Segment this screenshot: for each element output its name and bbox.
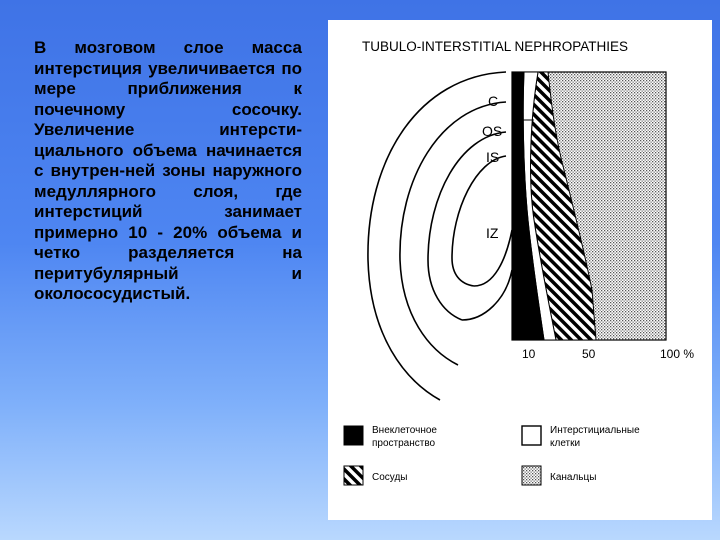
axis-tick-100: 100 % (660, 347, 695, 361)
composition-chart (512, 72, 666, 340)
legend-swatch-extracellular (344, 426, 363, 445)
figure-title: TUBULO-INTERSTITIAL NEPHROPATHIES (362, 39, 629, 54)
zone-label-is: IS (486, 149, 500, 165)
legend (344, 425, 640, 485)
legend-label-extracellular-1: Внеклеточное (372, 425, 437, 436)
slide-paragraph: В мозговом слое масса интерстиция увеличивается по мере приближения к почечному сосочку. Увеличение интерсти-циального объема начинается с внутрен-ней зоны наружного медуллярного слоя, где интерстиций занимает примерно 10 - 20% объема и четко разделяется на перитубулярный и околососудистый. (34, 38, 302, 303)
legend-swatch-interstitial (522, 426, 541, 445)
legend-label-tubules: Канальцы (550, 472, 597, 483)
legend-swatch-tubules (522, 466, 541, 485)
zone-label-os: OS (482, 123, 503, 139)
legend-label-interstitial-1: Интерстициальные (550, 425, 640, 436)
axis-tick-50: 50 (582, 347, 596, 361)
kidney-diagram-figure (328, 20, 712, 520)
axis-tick-10: 10 (522, 347, 536, 361)
kidney-diagram-svg (328, 20, 712, 520)
legend-label-vessels: Сосуды (372, 472, 408, 483)
papilla-curve (462, 270, 512, 320)
legend-label-interstitial-2: клетки (550, 438, 581, 449)
legend-label-extracellular-2: пространство (372, 438, 436, 449)
legend-swatch-vessels (344, 466, 363, 485)
zone-label-iz: IZ (486, 225, 499, 241)
zone-label-c: C (488, 93, 499, 109)
inner-stripe-arc (452, 156, 506, 286)
